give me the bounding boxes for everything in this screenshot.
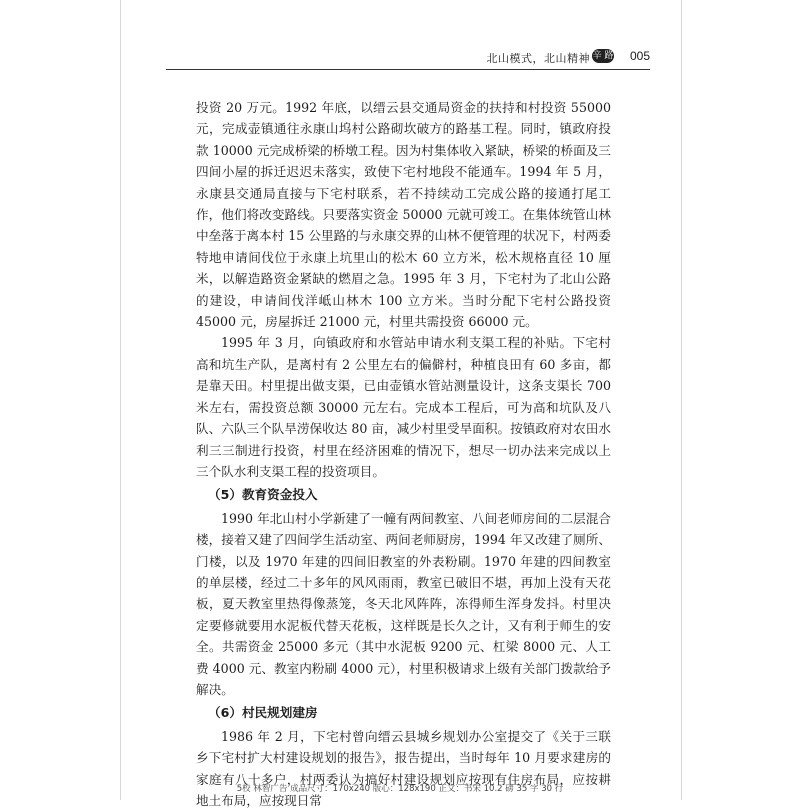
- paragraph: 1995 年 3 月，向镇政府和水管站申请水利支渠工程的补贴。下宅村高和坑生产队，是离村有 2 公里左右的偏僻村，种植良田有 60 多亩，都是靠天田。村里提出做支渠，已由壶镇水管站测量设计，这条支渠长 700 米左右，需投资总额 30000 元左右。完成本工程后，可为高和坑队及八队、六队三个队旱涝保收达 80 亩，减少村里受旱面积。按镇政府对农田水利三三制进行投资，村里在经济困难的情况下，想尽一切办法来完成以上三个队水利支渠工程的投资项目。: [196, 335, 611, 479]
- print-footer: 5校 林智广告 成品尺寸：170x240 版心：128x190 正文：书宋 10.2 磅 35 字 30 行: [236, 784, 564, 794]
- header-title: 北山模式，北山精神: [486, 52, 590, 65]
- page-number: 005: [629, 49, 650, 63]
- running-header: [150, 48, 650, 70]
- section-heading: （5）教育资金投入: [208, 487, 318, 503]
- section-heading: （6）村民规划建房: [208, 705, 318, 721]
- paragraph: 投资 20 万元。1992 年底，以缙云县交通局资金的扶持和村投资 55000 元，完成壶镇通往永康山坞村公路砌坎破方的路基工程。同时，镇政府投款 10000 元完成桥梁的桥墩工程。因为村集体收入紧缺，桥梁的桥面及三四间小屋的拆迁迟迟未落实，致使下宅村地段不能通车。1994 年 5 月，永康县交通局直接与下宅村联系，若不持续动工完成公路的接通打尾工作，他们将改变路线。只要落实资金 50000 元就可竣工。在集体统管山林中垒落于离本村 15 公里路的与永康交界的山林不便管理的状况下，村两委特地申请间伐位于永康上坑里山的松木 60 立方米，松木规格直径 10 厘米，以解造路资金紧缺的燃眉之急。1995 年 3 月，下宅村为了北山公路的建设，申请间伐洋岻山林木 100 立方米。当时分配下宅村公路投资 45000 元，房屋拆迁 21000 元，村里共需投资 66000 元。: [196, 100, 611, 330]
- paragraph: 1986 年 2 月，下宅村曾向缙云县城乡规划办公室提交了《关于三联乡下宅村扩大村建设规划的报告》，报告提出，当时每年 10 月要求建房的家庭有八十多户，村两委认为搞好村建设规划应按现有住房布局，应按耕地土布局，应按现日常: [196, 728, 611, 808]
- header-badge: 辛 路: [592, 51, 614, 61]
- body-text: [196, 97, 611, 811]
- paragraph: 1990 年北山村小学新建了一幢有两间教室、八间老师房间的二层混合楼，接着又建了四间学生活动室、两间老师厨房，1994 年又改建了厕所、门楼，以及 1970 年建的四间旧教室的外表粉刷。1970 年建的四间教室的单层楼，经过二十多年的风风雨雨，教室已破旧不堪，再加上没有天花板，夏天教室里热得像蒸笼，冬天北风阵阵，冻得师生浑身发抖。村里决定要修就要用水泥板代替天花板，这样既是长久之计，又有利于师生的安全。共需资金 25000 多元（其中水泥板 9200 元、杠梁 8000 元、人工费 4000 元、教室内粉刷 4000 元），村里积极请求上级有关部门拨款给予解决。: [196, 510, 611, 697]
- header-rule: [166, 69, 650, 70]
